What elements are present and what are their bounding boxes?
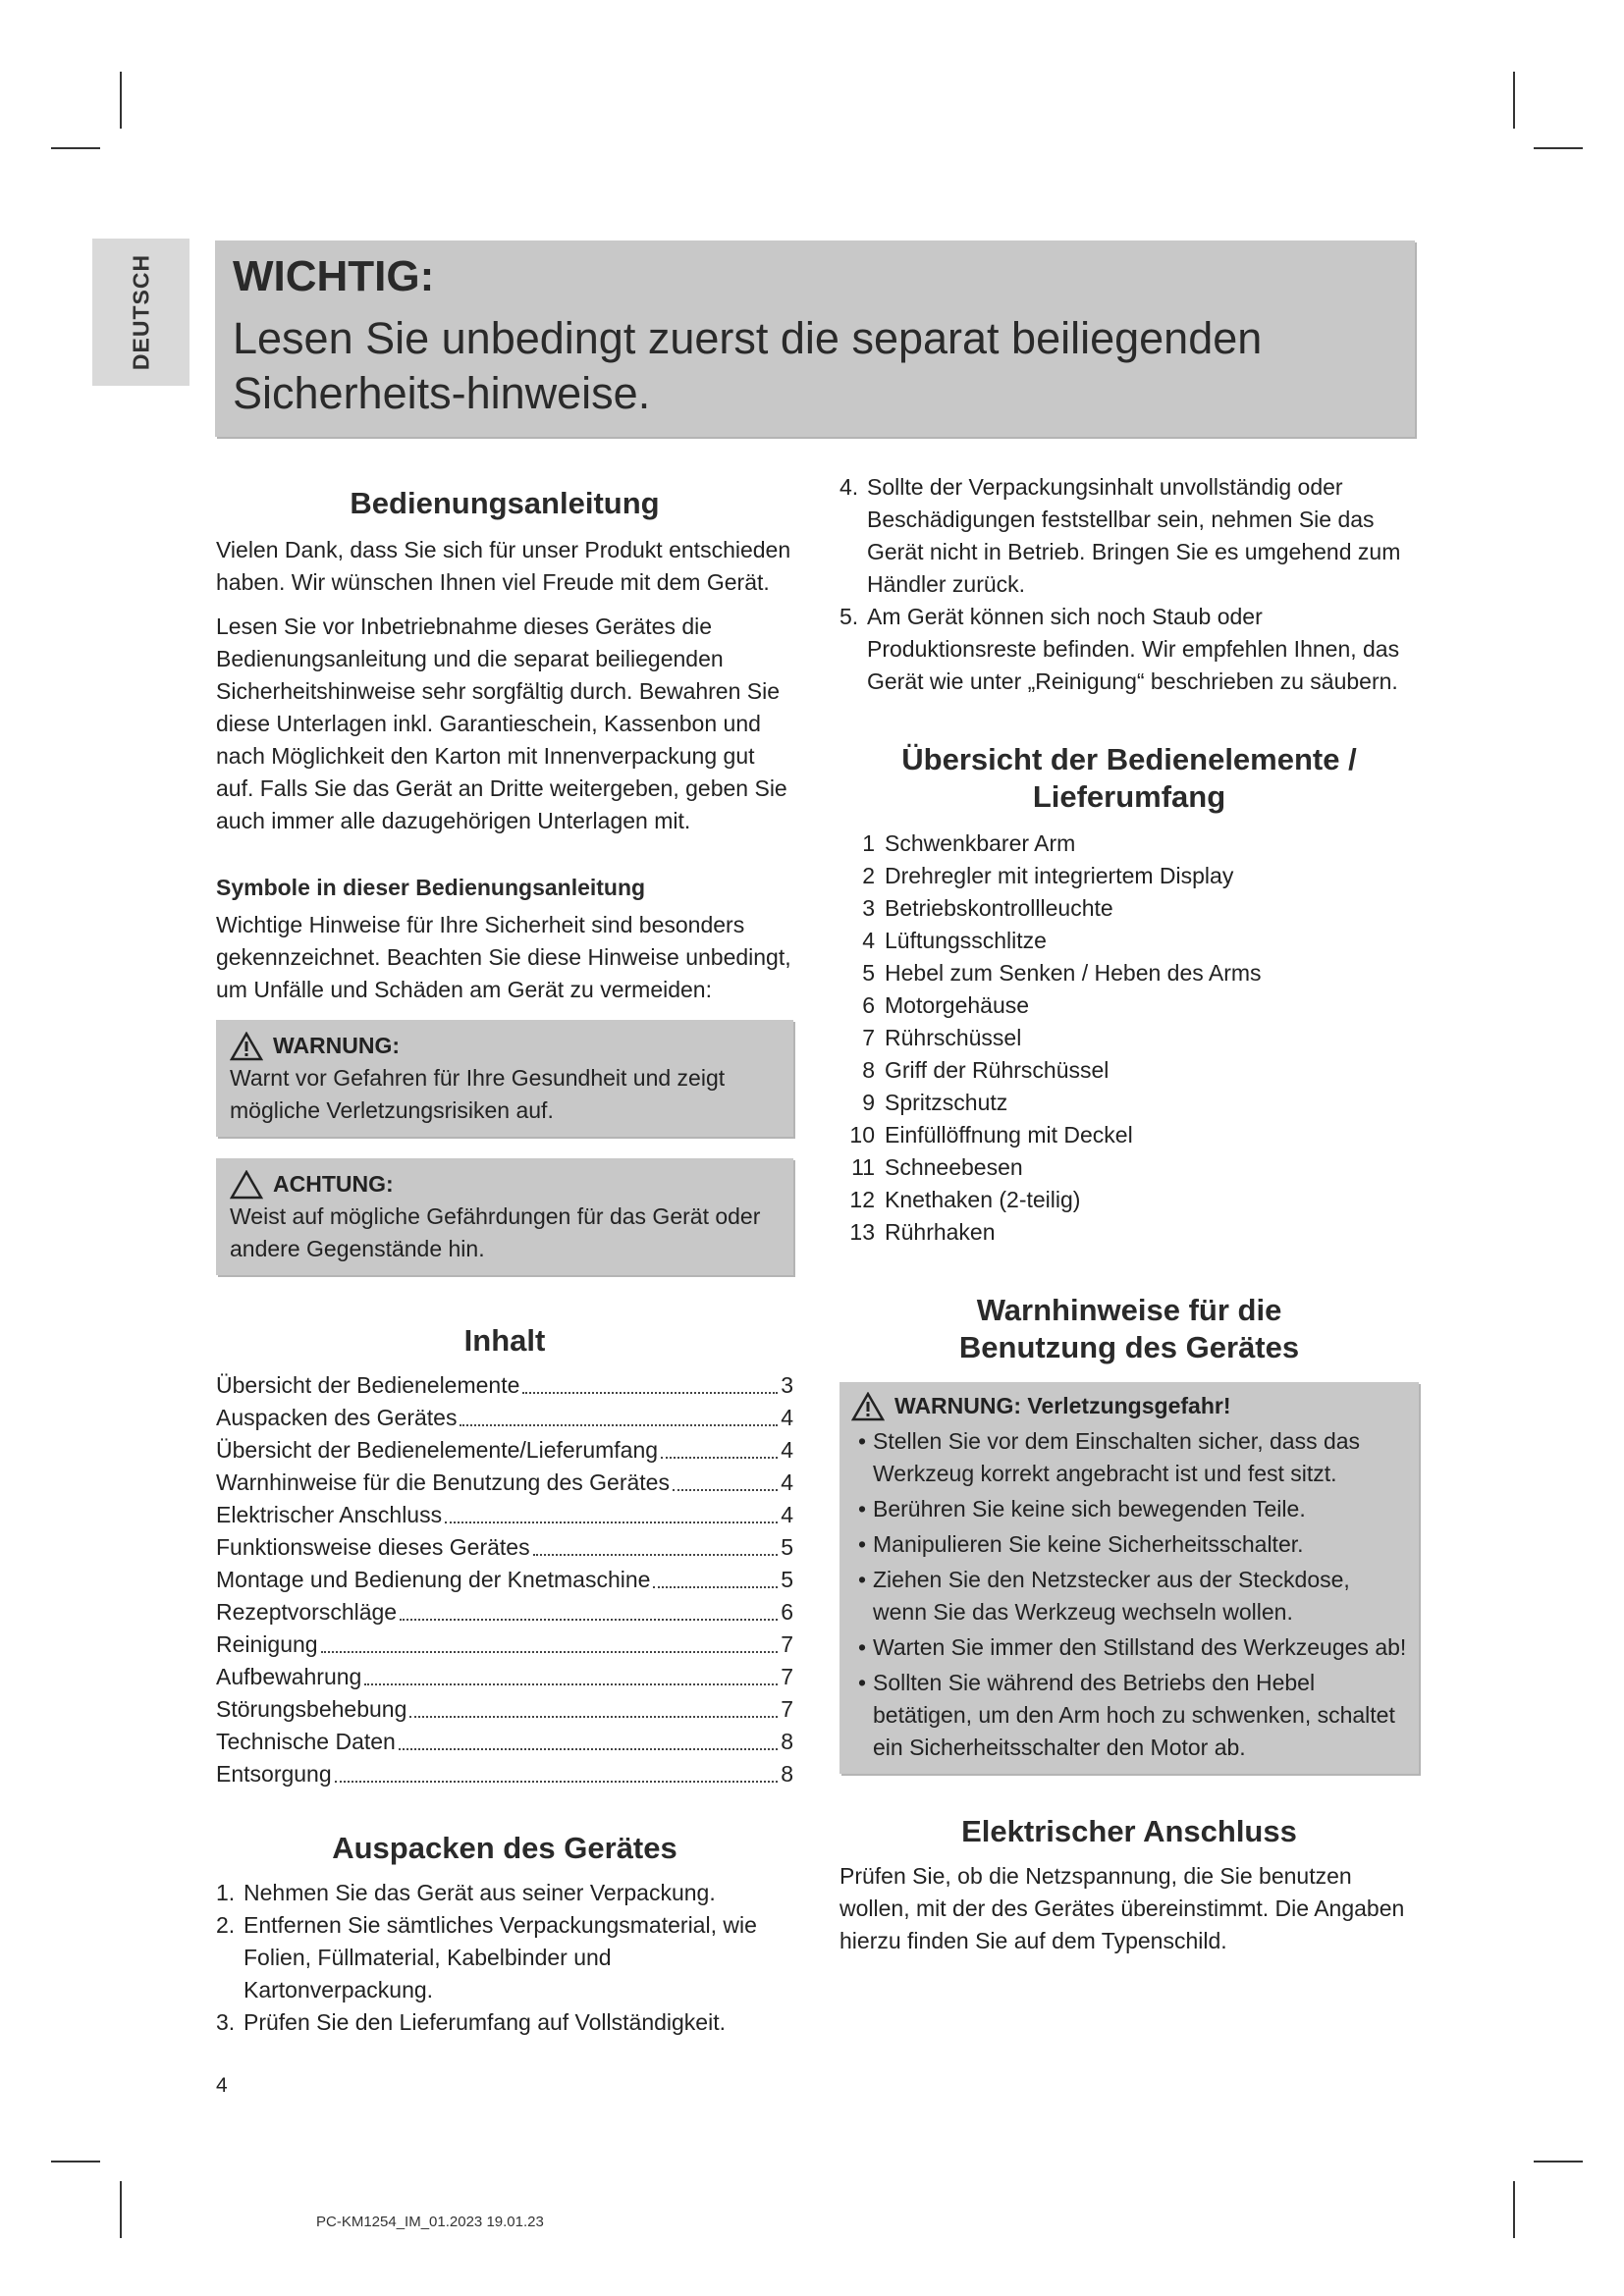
part-item: 8 Griff der Rührschüssel: [862, 1057, 1110, 1083]
part-item: 10 Einfüllöffnung mit Deckel: [849, 1122, 1133, 1148]
part-item: 9 Spritzschutz: [862, 1090, 1008, 1115]
toc-entry[interactable]: Reinigung 7: [216, 1629, 793, 1661]
warning-triangle-icon: [851, 1392, 885, 1421]
part-item: 1 Schwenkbarer Arm: [862, 830, 1076, 856]
unpacking-step: 1. Nehmen Sie das Gerät aus seiner Verpackung.: [216, 1880, 716, 1905]
part-item: 4 Lüftungsschlitze: [862, 928, 1047, 953]
unpacking-step: 5. Am Gerät können sich noch Staub oder Produktionsreste befinden. Wir empfehlen Ihnen, das Gerät wie unter „Reinigung“ beschrieben zu säubern.: [839, 604, 1400, 694]
part-item: 6 Motorgehäuse: [862, 992, 1030, 1018]
crop-mark: [51, 147, 100, 149]
toc-entry[interactable]: Funktionsweise dieses Gerätes 5: [216, 1531, 793, 1564]
toc-entry[interactable]: Übersicht der Bedienelemente 3: [216, 1369, 793, 1402]
toc-entry[interactable]: Übersicht der Bedienelemente/Lieferumfang 4: [216, 1434, 793, 1467]
crop-mark: [1534, 2161, 1583, 2163]
manual-instructions: Lesen Sie vor Inbetriebnahme dieses Gerätes die Bedienungsanleitung und die separat beiliegenden Sicherheitshinweise sehr sorgfältig durch. Bewahren Sie diese Unterlagen inkl. Garantieschein, Kassenbon und nach Möglichkeit den Karton mit Innenverpackung gut auf. Falls Sie das Gerät an Dritte weitergeben, geben Sie auch immer alle dazugehörigen Unterlagen mit.: [216, 614, 787, 833]
important-text: Lesen Sie unbedingt zuerst die separat beiliegenden Sicherheits-hinweise.: [233, 313, 1263, 418]
footer-code: PC-KM1254_IM_01.2023 19.01.23: [316, 2214, 544, 2230]
warning-head: [230, 1030, 780, 1062]
warning-box: [216, 1020, 793, 1137]
warning-title: WARNUNG:: [273, 1033, 401, 1058]
warning-bullet: • Warten Sie immer den Stillstand des Werkzeuges ab!: [857, 1634, 1407, 1660]
warning-bullets: [851, 1425, 1407, 1764]
toc-entry[interactable]: Auspacken des Gerätes 4: [216, 1402, 793, 1434]
crop-mark: [1534, 147, 1583, 149]
right-column: [839, 471, 1419, 1957]
toc-entry[interactable]: Elektrischer Anschluss 4: [216, 1499, 793, 1531]
unpacking-steps: [216, 1877, 793, 2039]
caution-text: Weist auf mögliche Gefährdungen für das Gerät oder andere Gegenstände hin.: [230, 1203, 761, 1261]
toc-entry[interactable]: Technische Daten 8: [216, 1726, 793, 1758]
crop-mark: [51, 2161, 100, 2163]
important-title: WICHTIG:: [233, 252, 435, 300]
toc-entry[interactable]: Aufbewahrung 7: [216, 1661, 793, 1693]
part-item: 2 Drehregler mit integriertem Display: [862, 863, 1234, 888]
unpacking-heading: Auspacken des Gerätes: [332, 1831, 677, 1865]
part-item: 12 Knethaken (2-teilig): [849, 1187, 1081, 1212]
warning-bullet: • Ziehen Sie den Netzstecker aus der Steckdose, wenn Sie das Werkzeug wechseln wollen.: [857, 1567, 1350, 1625]
page-number: 4: [216, 2074, 228, 2097]
warning-bullet: • Manipulieren Sie keine Sicherheitsschalter.: [857, 1531, 1304, 1557]
electrical-heading: Elektrischer Anschluss: [961, 1814, 1297, 1848]
part-item: 7 Rührschüssel: [862, 1025, 1022, 1050]
toc-entry[interactable]: Rezeptvorschläge 6: [216, 1596, 793, 1629]
unpacking-step: 4. Sollte der Verpackungsinhalt unvollständig oder Beschädigungen feststellbar sein, nehmen Sie das Gerät nicht in Betrieb. Bringen Sie es umgehend zum Händler zurück.: [839, 474, 1401, 597]
crop-mark: [1513, 72, 1515, 129]
injury-warning-head: [851, 1390, 1407, 1422]
part-item: 3 Betriebskontrollleuchte: [862, 895, 1113, 921]
electrical-text: Prüfen Sie, ob die Netzspannung, die Sie benutzen wollen, mit der des Gerätes übereinstimmt. Die Angaben hierzu finden Sie auf dem Typenschild.: [839, 1863, 1405, 1953]
overview-heading: Übersicht der Bedienelemente / Lieferumfang: [901, 742, 1357, 814]
caution-head: [230, 1168, 780, 1201]
manual-intro: Vielen Dank, dass Sie sich für unser Produkt entschieden haben. Wir wünschen Ihnen viel Freude mit dem Gerät.: [216, 537, 791, 595]
crop-mark: [120, 2181, 122, 2238]
toc-entry[interactable]: Störungsbehebung 7: [216, 1693, 793, 1726]
part-item: 5 Hebel zum Senken / Heben des Arms: [862, 960, 1262, 986]
left-column: [216, 471, 793, 2039]
injury-warning-title: WARNUNG: Verletzungsgefahr!: [894, 1393, 1231, 1418]
part-item: 13 Rührhaken: [849, 1219, 996, 1245]
toc-entry[interactable]: Entsorgung 8: [216, 1758, 793, 1790]
unpacking-step: 3. Prüfen Sie den Lieferumfang auf Vollständigkeit.: [216, 2009, 726, 2035]
language-label: DEUTSCH: [128, 253, 153, 371]
symbols-text: Wichtige Hinweise für Ihre Sicherheit sind besonders gekennzeichnet. Beachten Sie diese Hinweise unbedingt, um Unfälle und Schäden am Gerät zu vermeiden:: [216, 912, 791, 1002]
warning-bullet: • Stellen Sie vor dem Einschalten sicher, dass das Werkzeug korrekt angebracht ist und fest sitzt.: [857, 1428, 1361, 1486]
language-tab: [92, 239, 189, 386]
important-banner: [215, 240, 1415, 437]
injury-warning-box: [839, 1382, 1419, 1774]
warning-bullet: • Berühren Sie keine sich bewegenden Teile.: [857, 1496, 1306, 1522]
warning-text: Warnt vor Gefahren für Ihre Gesundheit und zeigt mögliche Verletzungsrisiken auf.: [230, 1065, 726, 1123]
parts-list: [839, 828, 1419, 1249]
warnings-heading: Warnhinweise für die Benutzung des Gerätes: [958, 1293, 1300, 1364]
crop-mark: [1513, 2181, 1515, 2238]
toc-entry[interactable]: Warnhinweise für die Benutzung des Gerätes 4: [216, 1467, 793, 1499]
table-of-contents: [216, 1369, 793, 1790]
toc-entry[interactable]: Montage und Bedienung der Knetmaschine 5: [216, 1564, 793, 1596]
unpacking-steps-continued: [839, 471, 1419, 698]
caution-box: [216, 1158, 793, 1275]
warning-bullet: • Sollten Sie während des Betriebs den Hebel betätigen, um den Arm hoch zu schwenken, schaltet ein Sicherheitsschalter den Motor ab.: [857, 1670, 1395, 1760]
caution-triangle-icon: [230, 1170, 263, 1200]
toc-heading: Inhalt: [463, 1323, 546, 1358]
crop-mark: [120, 72, 122, 129]
part-item: 11 Schneebesen: [851, 1154, 1023, 1180]
warning-triangle-icon: [230, 1032, 263, 1061]
unpacking-step: 2. Entfernen Sie sämtliches Verpackungsmaterial, wie Folien, Füllmaterial, Kabelbinder und Kartonverpackung.: [216, 1912, 757, 2002]
manual-heading: Bedienungsanleitung: [350, 486, 660, 520]
caution-title: ACHTUNG:: [273, 1171, 394, 1197]
symbols-heading: Symbole in dieser Bedienungsanleitung: [216, 875, 646, 900]
